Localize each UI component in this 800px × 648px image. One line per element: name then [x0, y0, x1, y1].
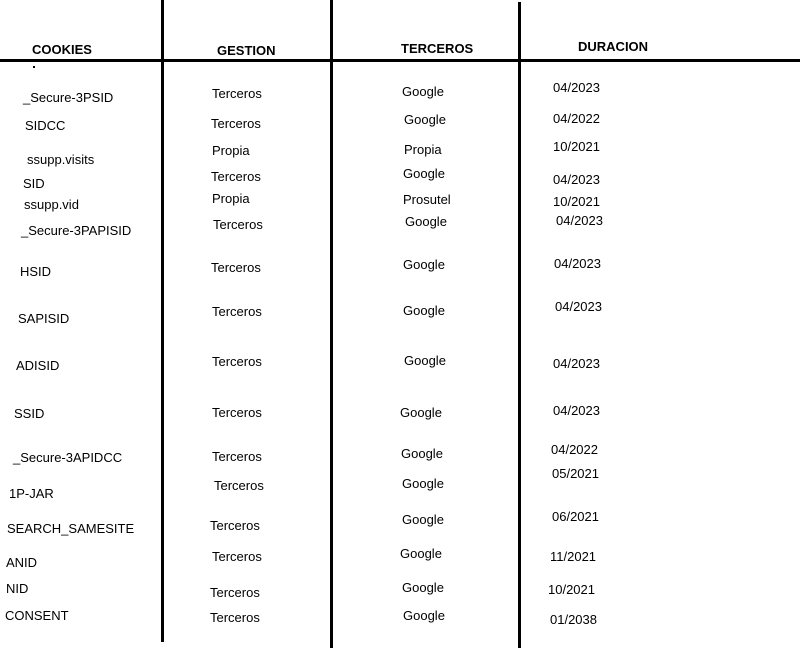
gestion-cell: Terceros — [210, 518, 260, 533]
header-duracion: DURACION — [578, 39, 649, 54]
duracion-cell: 10/2021 — [553, 194, 600, 209]
duracion-cell: 01/2038 — [550, 612, 597, 627]
terceros-cell: Google — [401, 446, 443, 461]
gestion-cell: Terceros — [214, 478, 264, 493]
cookie-name: ssupp.vid — [24, 197, 79, 212]
cookie-name: SID — [23, 176, 45, 191]
cookie-name: _Secure-3APIDCC — [13, 450, 123, 465]
gestion-cell: Terceros — [212, 549, 262, 564]
gestion-cell: Propia — [212, 143, 250, 158]
gestion-cell: Terceros — [212, 449, 262, 464]
duracion-cell: 04/2023 — [553, 172, 600, 187]
stray-dot — [33, 66, 35, 68]
gestion-cell: Terceros — [211, 260, 261, 275]
cookie-name: SSID — [14, 406, 45, 421]
gestion-cell: Terceros — [211, 169, 261, 184]
cookie-name: HSID — [20, 264, 52, 279]
duracion-cell: 04/2023 — [553, 356, 600, 371]
terceros-cell: Google — [402, 512, 444, 527]
column-divider-3 — [518, 2, 521, 648]
duracion-cell: 04/2023 — [553, 403, 600, 418]
header-gestion: GESTION — [217, 43, 276, 58]
cookie-name: NID — [6, 581, 29, 596]
duracion-cell: 05/2021 — [552, 466, 599, 481]
column-divider-2 — [330, 0, 333, 648]
gestion-cell: Terceros — [212, 86, 262, 101]
cookie-name: CONSENT — [5, 608, 69, 623]
duracion-cell: 04/2023 — [556, 213, 603, 228]
terceros-cell: Google — [405, 214, 447, 229]
duracion-cell: 10/2021 — [548, 582, 595, 597]
gestion-cell: Terceros — [212, 304, 262, 319]
cookie-name: _Secure-3PAPISID — [21, 223, 132, 238]
terceros-cell: Google — [404, 353, 446, 368]
gestion-cell: Propia — [212, 191, 250, 206]
duracion-cell: 10/2021 — [553, 139, 600, 154]
duracion-cell: 04/2022 — [553, 111, 600, 126]
cookie-name: ssupp.visits — [27, 152, 95, 167]
gestion-cell: Terceros — [211, 116, 261, 131]
duracion-cell: 04/2022 — [551, 442, 598, 457]
terceros-cell: Google — [403, 257, 445, 272]
cookie-name: ADISID — [16, 358, 60, 373]
terceros-cell: Google — [404, 112, 446, 127]
terceros-cell: Google — [400, 405, 442, 420]
terceros-cell: Google — [403, 166, 445, 181]
gestion-cell: Terceros — [210, 585, 260, 600]
terceros-cell: Google — [402, 84, 444, 99]
header-cookies: COOKIES — [32, 42, 92, 57]
terceros-cell: Prosutel — [403, 192, 451, 207]
duracion-cell: 06/2021 — [552, 509, 599, 524]
terceros-cell: Google — [402, 580, 444, 595]
gestion-cell: Terceros — [213, 217, 263, 232]
cookie-name: 1P-JAR — [9, 486, 54, 501]
terceros-cell: Google — [402, 476, 444, 491]
terceros-cell: Google — [400, 546, 442, 561]
header-terceros: TERCEROS — [401, 41, 474, 56]
terceros-cell: Google — [403, 303, 445, 318]
header-underline — [0, 59, 800, 62]
duracion-cell: 04/2023 — [555, 299, 602, 314]
gestion-cell: Terceros — [212, 354, 262, 369]
cookie-name: SIDCC — [25, 118, 66, 133]
cookie-name: ANID — [6, 555, 38, 570]
gestion-cell: Terceros — [212, 405, 262, 420]
cookie-name: SEARCH_SAMESITE — [7, 521, 135, 536]
terceros-cell: Google — [403, 608, 445, 623]
duracion-cell: 11/2021 — [550, 549, 597, 564]
terceros-cell: Propia — [404, 142, 442, 157]
duracion-cell: 04/2023 — [553, 80, 600, 95]
cookie-name: _Secure-3PSID — [23, 90, 114, 105]
cookie-name: SAPISID — [18, 311, 70, 326]
column-divider-1 — [161, 0, 164, 642]
gestion-cell: Terceros — [210, 610, 260, 625]
duracion-cell: 04/2023 — [554, 256, 601, 271]
